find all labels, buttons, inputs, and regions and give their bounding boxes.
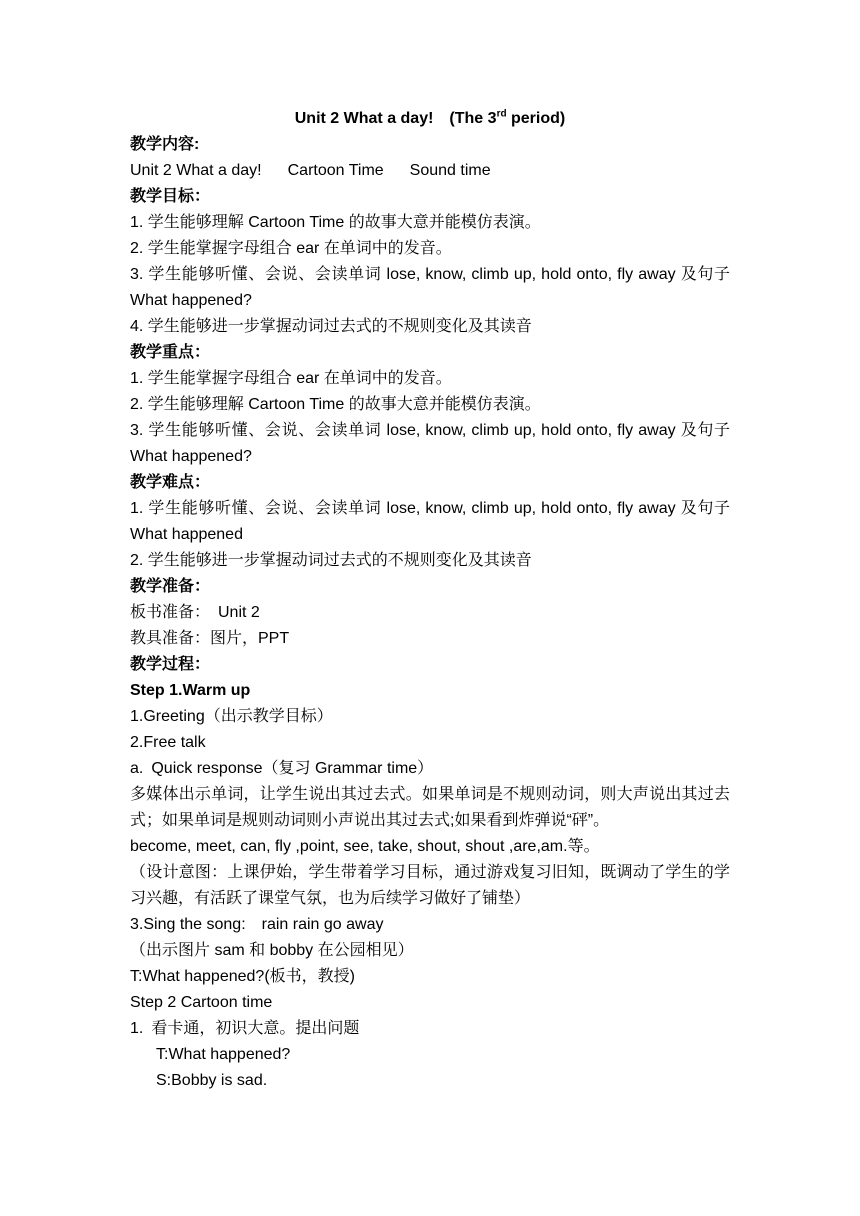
step2-line: 1. 看卡通，初识大意。提出问题 xyxy=(130,1020,360,1037)
step1-line: 1.Greeting（出示教学目标） xyxy=(130,708,333,725)
step1-line: T:What happened?(板书，教授) xyxy=(130,968,355,985)
step1-design-note: （设计意图：上课伊始，学生带着学习目标，通过游戏复习旧知，既调动了学生的学习兴趣，有活跃了课堂气氛，也为后续学习做好了铺垫） xyxy=(130,864,730,907)
prep-item: 教具准备：图片，PPT xyxy=(130,630,290,647)
step1-heading: Step 1.Warm up xyxy=(130,682,251,699)
step1-line: 2.Free talk xyxy=(130,734,206,751)
keypoints-heading: 教学重点： xyxy=(130,344,211,361)
content-line: Unit 2 What a day! Cartoon Time Sound time xyxy=(130,162,491,179)
step1-paragraph: 多媒体出示单词，让学生说出其过去式。如果单词是不规则动词，则大声说出其过去式；如果单词是规则动词则小声说出其过去式;如果看到炸弹说“砰”。 xyxy=(130,786,730,829)
document-title: Unit 2 What a day! (The 3rd period) xyxy=(294,108,566,127)
prep-heading: 教学准备： xyxy=(130,578,211,595)
step1-words: become, meet, can, fly ,point, see, take, shout, shout ,are,am.等。 xyxy=(130,838,600,855)
objective-item: 1. 学生能够理解 Cartoon Time 的故事大意并能模仿表演。 xyxy=(130,214,541,231)
keypoint-item: 2. 学生能够理解 Cartoon Time 的故事大意并能模仿表演。 xyxy=(130,396,541,413)
keypoint-item: 3. 学生能够听懂、会说、会读单词 lose, know, climb up, hold onto, fly away 及句子 What happened? xyxy=(130,422,730,465)
difficulties-heading: 教学难点： xyxy=(130,474,211,491)
step2-dialog-line: T:What happened? xyxy=(156,1046,291,1063)
objectives-heading: 教学目标： xyxy=(130,188,211,205)
step2-dialog-line: S:Bobby is sad. xyxy=(156,1072,268,1089)
difficulty-item: 1. 学生能够听懂、会说、会读单词 lose, know, climb up, hold onto, fly away 及句子 What happened xyxy=(130,500,730,543)
content-heading: 教学内容: xyxy=(130,136,200,153)
step1-line: （出示图片 sam 和 bobby 在公园相见） xyxy=(130,942,414,959)
objective-item: 3. 学生能够听懂、会说、会读单词 lose, know, climb up, hold onto, fly away 及句子 What happened? xyxy=(130,266,730,309)
step1-line: a. Quick response（复习 Grammar time） xyxy=(130,760,434,777)
document-page xyxy=(130,106,730,1094)
objective-item: 4. 学生能够进一步掌握动词过去式的不规则变化及其读音 xyxy=(130,318,532,335)
prep-item: 板书准备： Unit 2 xyxy=(130,604,260,621)
keypoint-item: 1. 学生能掌握字母组合 ear 在单词中的发音。 xyxy=(130,370,452,387)
process-heading: 教学过程： xyxy=(130,656,211,673)
difficulty-item: 2. 学生能够进一步掌握动词过去式的不规则变化及其读音 xyxy=(130,552,532,569)
step1-line: 3.Sing the song: rain rain go away xyxy=(130,916,384,933)
step2-heading: Step 2 Cartoon time xyxy=(130,994,273,1011)
objective-item: 2. 学生能掌握字母组合 ear 在单词中的发音。 xyxy=(130,240,452,257)
